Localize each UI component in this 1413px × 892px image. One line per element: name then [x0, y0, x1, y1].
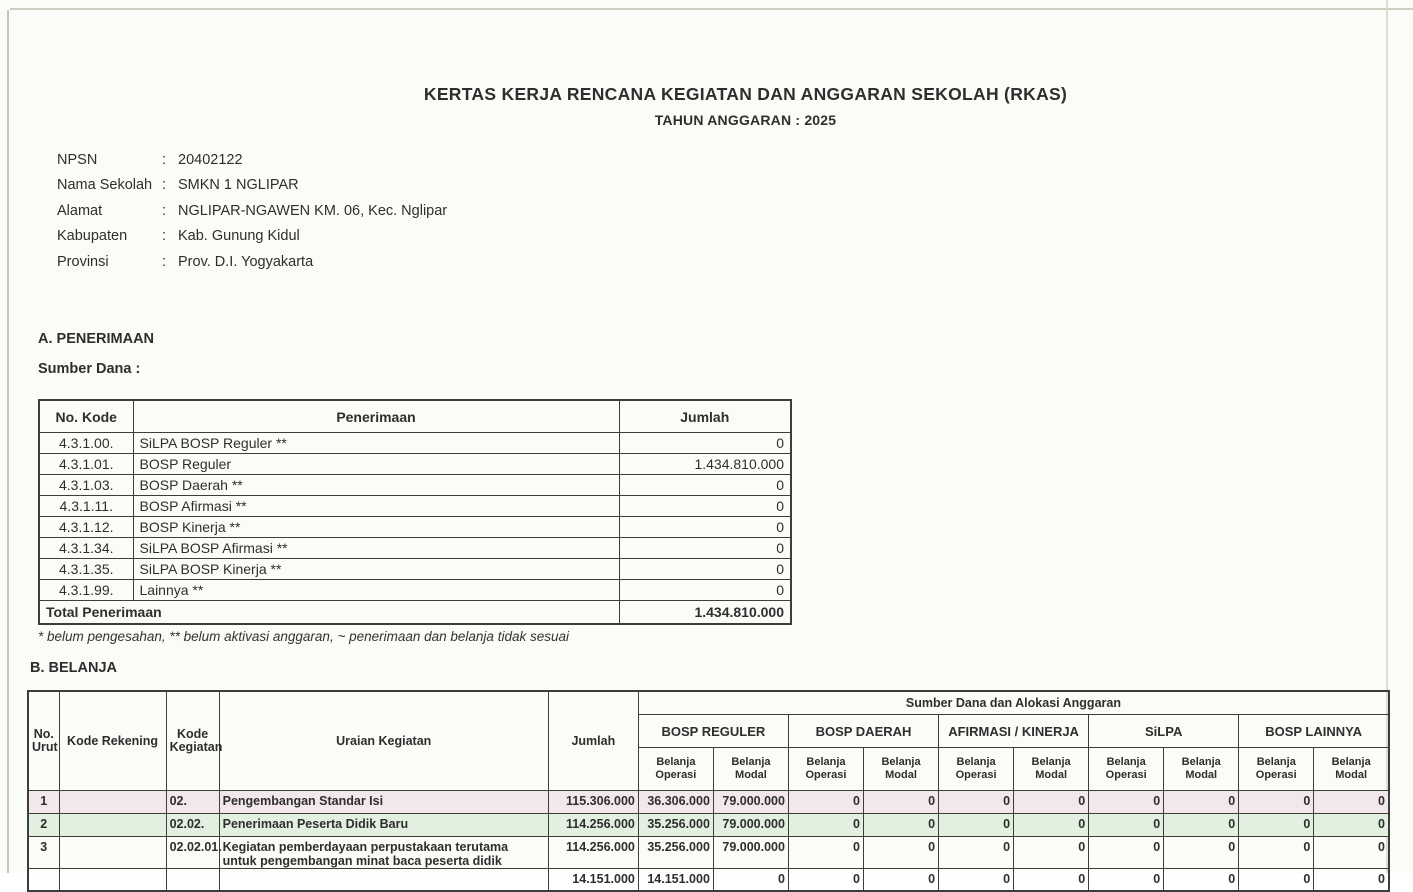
belanja-value: 0 — [1239, 814, 1314, 837]
belanja-header-row-1 — [28, 691, 1389, 715]
belanja-value: 0 — [1164, 837, 1239, 869]
penerimaan-jumlah: 1.434.810.000 — [619, 454, 791, 475]
footnote: * belum pengesahan, ** belum aktivasi anggaran, ~ penerimaan dan belanja tidak sesuai — [38, 629, 569, 644]
belanja-no-urut: 2 — [28, 814, 59, 837]
fund-group-silpa: SiLPA — [1089, 715, 1239, 748]
penerimaan-jumlah: 0 — [619, 517, 791, 538]
belanja-value: 0 — [1014, 869, 1089, 891]
belanja-table — [27, 690, 1390, 892]
belanja-kode-kegiatan: 02. — [166, 791, 219, 814]
total-penerimaan-row — [39, 601, 791, 625]
belanja-uraian: Penerimaan Peserta Didik Baru — [219, 814, 548, 837]
penerimaan-jumlah: 0 — [619, 433, 791, 454]
belanja-value: 0 — [788, 791, 863, 814]
belanja-row — [28, 791, 1389, 814]
belanja-kode-rekening — [59, 837, 166, 869]
belanja-value: 0 — [864, 837, 939, 869]
belanja-uraian: Pengembangan Standar Isi — [219, 791, 548, 814]
belanja-value: 0 — [788, 869, 863, 891]
sub-header-belanja-modal: Belanja Modal — [1164, 748, 1239, 791]
penerimaan-kode: 4.3.1.11. — [39, 496, 133, 517]
belanja-jumlah: 114.256.000 — [548, 837, 638, 869]
fund-group-bosp-reguler: BOSP REGULER — [638, 715, 788, 748]
belanja-value: 0 — [1089, 791, 1164, 814]
info-row-nama-sekolah — [57, 173, 447, 199]
info-value: 20402122 — [178, 151, 243, 168]
belanja-jumlah: 114.256.000 — [548, 814, 638, 837]
penerimaan-kode: 4.3.1.34. — [39, 538, 133, 559]
penerimaan-kode: 4.3.1.03. — [39, 475, 133, 496]
sub-header-belanja-operasi: Belanja Operasi — [1089, 748, 1164, 791]
belanja-kode-rekening — [59, 791, 166, 814]
info-colon: : — [162, 202, 167, 219]
belanja-value: 35.256.000 — [638, 814, 713, 837]
info-colon: : — [162, 228, 167, 245]
belanja-row — [28, 869, 1389, 891]
belanja-jumlah: 115.306.000 — [548, 791, 638, 814]
belanja-value: 0 — [1164, 869, 1239, 891]
col-header-kode-kegiatan: Kode Kegiatan — [166, 691, 219, 791]
info-value: SMKN 1 NGLIPAR — [178, 177, 299, 194]
belanja-value: 0 — [1239, 869, 1314, 891]
info-colon: : — [162, 253, 167, 270]
belanja-value: 0 — [1014, 837, 1089, 869]
penerimaan-header-row — [39, 400, 791, 433]
school-info — [57, 147, 447, 275]
belanja-value: 0 — [939, 814, 1014, 837]
info-value: Kab. Gunung Kidul — [178, 228, 300, 245]
belanja-value: 0 — [1164, 791, 1239, 814]
belanja-value: 0 — [1314, 791, 1389, 814]
penerimaan-name: Lainnya ** — [133, 580, 619, 601]
info-row-npsn — [57, 147, 447, 173]
scan-edge-top — [10, 8, 1413, 10]
penerimaan-row — [39, 475, 791, 496]
penerimaan-jumlah: 0 — [619, 538, 791, 559]
penerimaan-jumlah: 0 — [619, 580, 791, 601]
info-row-provinsi — [57, 249, 447, 275]
belanja-row — [28, 814, 1389, 837]
penerimaan-row — [39, 454, 791, 475]
col-header-penerimaan: Penerimaan — [133, 400, 619, 433]
page-subtitle: TAHUN ANGGARAN : 2025 — [654, 112, 837, 128]
section-a-subheading: Sumber Dana : — [38, 361, 141, 377]
info-row-alamat — [57, 198, 447, 224]
col-header-no-urut: No. Urut — [28, 691, 59, 791]
sub-header-belanja-operasi: Belanja Operasi — [788, 748, 863, 791]
info-label: NPSN — [57, 151, 98, 168]
section-a-heading: A. PENERIMAAN — [38, 331, 155, 347]
belanja-value: 0 — [1089, 814, 1164, 837]
scan-edge-left — [7, 10, 9, 873]
belanja-kode-rekening — [59, 869, 166, 891]
belanja-value: 36.306.000 — [638, 791, 713, 814]
col-header-no-kode: No. Kode — [39, 400, 133, 433]
belanja-uraian: Kegiatan pemberdayaan perpustakaan terutama untuk pengembangan minat baca peserta didik — [219, 837, 548, 869]
penerimaan-jumlah: 0 — [619, 559, 791, 580]
info-row-kabupaten — [57, 224, 447, 250]
info-label: Kabupaten — [57, 228, 128, 245]
penerimaan-name: SiLPA BOSP Afirmasi ** — [133, 538, 619, 559]
penerimaan-kode: 4.3.1.99. — [39, 580, 133, 601]
col-header-jumlah: Jumlah — [619, 400, 791, 433]
penerimaan-row — [39, 517, 791, 538]
belanja-value: 0 — [1164, 814, 1239, 837]
belanja-value: 0 — [1314, 837, 1389, 869]
belanja-kode-kegiatan: 02.02. — [166, 814, 219, 837]
sub-header-belanja-operasi: Belanja Operasi — [638, 748, 713, 791]
belanja-value: 0 — [788, 837, 863, 869]
belanja-value: 0 — [1314, 814, 1389, 837]
belanja-value: 0 — [1314, 869, 1389, 891]
sub-header-belanja-modal: Belanja Modal — [864, 748, 939, 791]
belanja-value: 0 — [713, 869, 788, 891]
penerimaan-table — [38, 399, 792, 625]
sub-header-belanja-operasi: Belanja Operasi — [1239, 748, 1314, 791]
info-label: Nama Sekolah — [57, 177, 153, 194]
penerimaan-kode: 4.3.1.01. — [39, 454, 133, 475]
sub-header-belanja-modal: Belanja Modal — [1314, 748, 1389, 791]
col-header-sumber-dana: Sumber Dana dan Alokasi Anggaran — [638, 691, 1389, 715]
belanja-value: 0 — [864, 869, 939, 891]
belanja-value: 79.000.000 — [713, 814, 788, 837]
info-value: Prov. D.I. Yogyakarta — [178, 253, 314, 270]
info-colon: : — [162, 151, 167, 168]
penerimaan-jumlah: 0 — [619, 475, 791, 496]
info-label: Alamat — [57, 202, 103, 219]
belanja-value: 0 — [939, 837, 1014, 869]
penerimaan-kode: 4.3.1.35. — [39, 559, 133, 580]
penerimaan-kode: 4.3.1.00. — [39, 433, 133, 454]
title-block — [0, 84, 1413, 128]
sub-header-belanja-operasi: Belanja Operasi — [939, 748, 1014, 791]
penerimaan-row — [39, 580, 791, 601]
belanja-jumlah: 14.151.000 — [548, 869, 638, 891]
belanja-value: 0 — [864, 791, 939, 814]
total-penerimaan-value: 1.434.810.000 — [619, 601, 791, 625]
sub-header-belanja-modal: Belanja Modal — [1014, 748, 1089, 791]
belanja-kode-rekening — [59, 814, 166, 837]
penerimaan-row — [39, 496, 791, 517]
penerimaan-name: BOSP Kinerja ** — [133, 517, 619, 538]
col-header-jumlah: Jumlah — [548, 691, 638, 791]
belanja-value: 0 — [1014, 791, 1089, 814]
col-header-kode-rekening: Kode Rekening — [59, 691, 166, 791]
belanja-value: 0 — [1089, 837, 1164, 869]
belanja-no-urut: 1 — [28, 791, 59, 814]
total-penerimaan-label: Total Penerimaan — [39, 601, 619, 625]
penerimaan-name: SiLPA BOSP Reguler ** — [133, 433, 619, 454]
belanja-no-urut: 3 — [28, 837, 59, 869]
col-header-uraian-kegiatan: Uraian Kegiatan — [219, 691, 548, 791]
belanja-value: 0 — [1239, 837, 1314, 869]
belanja-value: 79.000.000 — [713, 837, 788, 869]
belanja-row — [28, 837, 1389, 869]
belanja-value: 0 — [788, 814, 863, 837]
belanja-value: 0 — [939, 791, 1014, 814]
belanja-kode-kegiatan: 02.02.01. — [166, 837, 219, 869]
belanja-value: 14.151.000 — [638, 869, 713, 891]
penerimaan-name: BOSP Reguler — [133, 454, 619, 475]
belanja-value: 0 — [864, 814, 939, 837]
belanja-value: 79.000.000 — [713, 791, 788, 814]
penerimaan-name: SiLPA BOSP Kinerja ** — [133, 559, 619, 580]
penerimaan-name: BOSP Afirmasi ** — [133, 496, 619, 517]
belanja-uraian — [219, 869, 548, 891]
info-label: Provinsi — [57, 253, 109, 270]
belanja-value: 35.256.000 — [638, 837, 713, 869]
belanja-value: 0 — [1239, 791, 1314, 814]
belanja-value: 0 — [1089, 869, 1164, 891]
penerimaan-row — [39, 433, 791, 454]
belanja-value: 0 — [939, 869, 1014, 891]
penerimaan-kode: 4.3.1.12. — [39, 517, 133, 538]
belanja-value: 0 — [1014, 814, 1089, 837]
info-colon: : — [162, 177, 167, 194]
info-value: NGLIPAR-NGAWEN KM. 06, Kec. Nglipar — [178, 202, 448, 219]
penerimaan-jumlah: 0 — [619, 496, 791, 517]
page-title: KERTAS KERJA RENCANA KEGIATAN DAN ANGGARAN SEKOLAH (RKAS) — [423, 84, 1068, 104]
sub-header-belanja-modal: Belanja Modal — [713, 748, 788, 791]
belanja-no-urut — [28, 869, 59, 891]
section-b-heading: B. BELANJA — [30, 660, 118, 676]
penerimaan-name: BOSP Daerah ** — [133, 475, 619, 496]
penerimaan-row — [39, 538, 791, 559]
fund-group-afirmasi-kinerja: AFIRMASI / KINERJA — [939, 715, 1089, 748]
belanja-kode-kegiatan — [166, 869, 219, 891]
fund-group-bosp-lainnya: BOSP LAINNYA — [1239, 715, 1389, 748]
fund-group-bosp-daerah: BOSP DAERAH — [788, 715, 938, 748]
penerimaan-row — [39, 559, 791, 580]
